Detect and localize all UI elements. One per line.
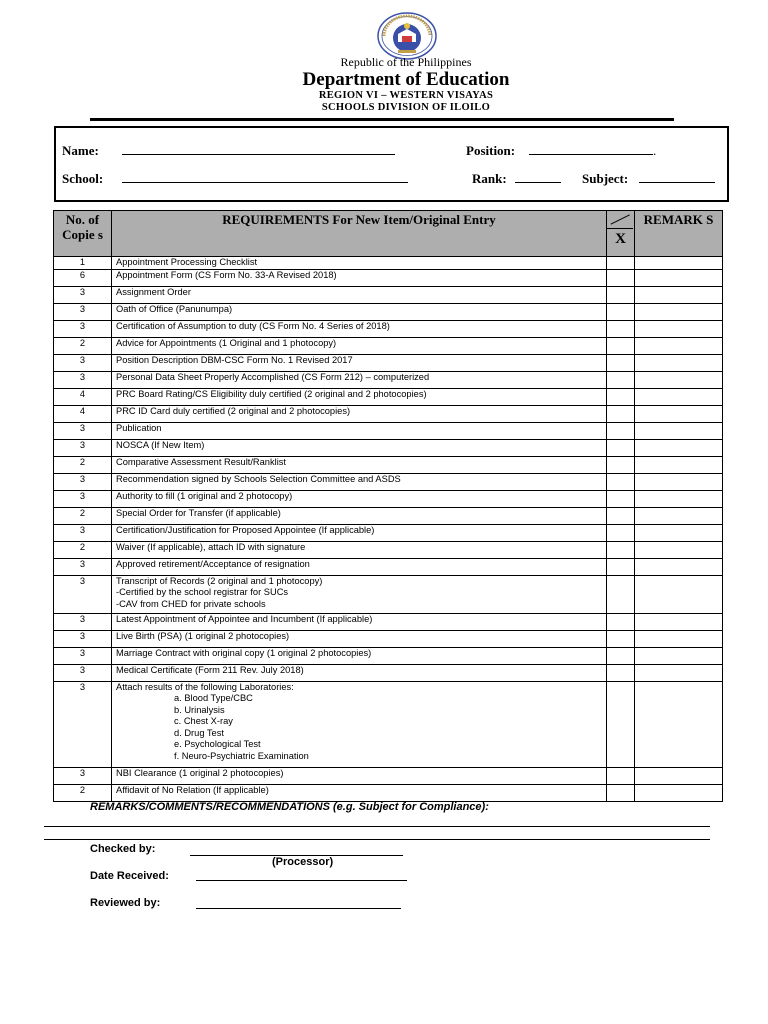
table-row	[54, 524, 723, 541]
laboratory-item: f. Neuro-Psychiatric Examination	[174, 750, 309, 761]
table-row	[54, 664, 723, 681]
requirement-text: Oath of Office (Panunumpa)	[116, 303, 233, 314]
laboratory-item: d. Drug Test	[174, 727, 224, 738]
remarks-cell[interactable]	[635, 490, 723, 507]
requirement-text: Waiver (If applicable), attach ID with signature	[116, 541, 306, 552]
requirement-cell	[112, 541, 607, 558]
remarks-cell[interactable]	[635, 524, 723, 541]
requirement-cell	[112, 664, 607, 681]
copies-cell: 3	[54, 558, 112, 575]
copies-cell: 3	[54, 303, 112, 320]
header-rule	[90, 118, 674, 121]
remarks-line-1[interactable]	[44, 826, 710, 827]
requirement-text: PRC Board Rating/CS Eligibility duly certified (2 original and 2 photocopies)	[116, 388, 427, 399]
requirement-cell	[112, 613, 607, 630]
remarks-cell[interactable]	[635, 269, 723, 286]
laboratory-item: b. Urinalysis	[174, 704, 225, 715]
laboratory-item: a. Blood Type/CBC	[174, 693, 253, 703]
division-line: SCHOOLS DIVISION OF ILOILO	[321, 102, 491, 113]
remarks-cell[interactable]	[635, 613, 723, 630]
remarks-cell[interactable]	[635, 473, 723, 490]
name-label: Name:	[62, 143, 99, 158]
requirement-cell	[112, 388, 607, 405]
copies-cell: 3	[54, 767, 112, 784]
check-cell[interactable]	[607, 354, 635, 371]
requirement-text: NBI Clearance (1 original 2 photocopies)	[116, 767, 284, 778]
remarks-cell[interactable]	[635, 681, 723, 767]
copies-cell: 6	[54, 269, 112, 286]
table-row	[54, 354, 723, 371]
diagonal-slash-icon	[607, 211, 633, 229]
requirement-cell	[112, 422, 607, 439]
check-cell[interactable]	[607, 303, 635, 320]
remarks-cell[interactable]	[635, 371, 723, 388]
copies-cell: 3	[54, 575, 112, 613]
requirement-text: Authority to fill (1 original and 2 photocopy)	[116, 490, 293, 501]
table-row	[54, 767, 723, 784]
check-cell[interactable]	[607, 456, 635, 473]
laboratory-item: e. Psychological Test	[174, 739, 261, 749]
table-row	[54, 371, 723, 388]
remarks-cell[interactable]	[635, 558, 723, 575]
requirement-text: Recommendation signed by Schools Selection Committee and ASDS	[116, 473, 401, 484]
requirement-text: -CAV from CHED for private schools	[116, 598, 266, 609]
date-received-label: Date Received:	[90, 870, 169, 882]
check-cell[interactable]	[607, 524, 635, 541]
requirement-cell	[112, 320, 607, 337]
copies-cell: 3	[54, 422, 112, 439]
copies-cell: 3	[54, 613, 112, 630]
table-row	[54, 422, 723, 439]
school-field[interactable]	[122, 182, 408, 183]
remarks-cell[interactable]	[635, 405, 723, 422]
region-line: REGION VI – WESTERN VISAYAS	[318, 90, 494, 101]
position-label: Position:	[466, 143, 516, 158]
header-check	[607, 211, 635, 257]
requirement-text: -Certified by the school registrar for SUCs	[116, 587, 289, 597]
header-requirements: REQUIREMENTS For New Item/Original Entry	[112, 211, 607, 257]
rank-field[interactable]	[515, 182, 561, 183]
republic-line: Republic of the Philippines	[340, 55, 472, 69]
requirement-text: Medical Certificate (Form 211 Rev. July 2018)	[116, 664, 304, 675]
copies-cell: 3	[54, 286, 112, 303]
requirement-cell	[112, 473, 607, 490]
copies-cell: 2	[54, 784, 112, 801]
remarks-label: REMARKS/COMMENTS/RECOMMENDATIONS (e.g. Subject for Compliance):	[90, 801, 489, 813]
requirement-cell	[112, 630, 607, 647]
requirement-text: Appointment Form (CS Form No. 33-A Revised 2018)	[116, 269, 337, 280]
check-cell[interactable]	[607, 371, 635, 388]
check-cell[interactable]	[607, 286, 635, 303]
subject-field[interactable]	[639, 182, 715, 183]
school-label: School:	[62, 171, 104, 186]
position-field[interactable]	[529, 154, 653, 155]
check-cell[interactable]	[607, 439, 635, 456]
requirement-cell	[112, 456, 607, 473]
copies-cell: 4	[54, 388, 112, 405]
check-cell[interactable]	[607, 337, 635, 354]
remarks-cell[interactable]	[635, 784, 723, 801]
check-cell[interactable]	[607, 647, 635, 664]
check-cell[interactable]	[607, 575, 635, 613]
remarks-cell[interactable]	[635, 541, 723, 558]
table-row	[54, 490, 723, 507]
requirement-text: Latest Appointment of Appointee and Incumbent (If applicable)	[116, 613, 373, 624]
requirement-text: Special Order for Transfer (if applicable)	[116, 507, 281, 518]
check-cell[interactable]	[607, 507, 635, 524]
remarks-cell[interactable]	[635, 630, 723, 647]
copies-cell: 2	[54, 507, 112, 524]
copies-cell: 4	[54, 405, 112, 422]
remarks-cell[interactable]	[635, 575, 723, 613]
copies-cell: 3	[54, 354, 112, 371]
remarks-cell[interactable]	[635, 320, 723, 337]
check-cell[interactable]	[607, 257, 635, 270]
checked-by-label: Checked by:	[90, 843, 156, 855]
table-row	[54, 630, 723, 647]
remarks-cell[interactable]	[635, 647, 723, 664]
check-cell[interactable]	[607, 558, 635, 575]
requirement-text: Affidavit of No Relation (If applicable)	[116, 784, 269, 795]
copies-cell: 3	[54, 681, 112, 767]
requirement-cell	[112, 269, 607, 286]
requirement-text: Position Description DBM-CSC Form No. 1 Revised 2017	[116, 354, 353, 365]
deped-seal-logo	[376, 12, 438, 60]
check-cell[interactable]	[607, 767, 635, 784]
requirement-cell	[112, 507, 607, 524]
subject-label: Subject:	[582, 171, 629, 186]
copies-cell: 1	[54, 257, 112, 270]
check-cell[interactable]	[607, 422, 635, 439]
table-row	[54, 681, 723, 767]
copies-cell: 3	[54, 439, 112, 456]
rank-label: Rank:	[472, 171, 507, 186]
table-row	[54, 473, 723, 490]
table-row	[54, 784, 723, 801]
table-row	[54, 613, 723, 630]
table-row	[54, 388, 723, 405]
requirement-text: Personal Data Sheet Properly Accomplished (CS Form 212) – computerized	[116, 371, 430, 382]
requirement-cell	[112, 558, 607, 575]
remarks-cell[interactable]	[635, 286, 723, 303]
table-row	[54, 507, 723, 524]
table-row	[54, 558, 723, 575]
remarks-cell[interactable]	[635, 388, 723, 405]
table-row	[54, 257, 723, 270]
requirement-text: Appointment Processing Checklist	[116, 257, 258, 267]
requirement-cell	[112, 784, 607, 801]
table-row	[54, 337, 723, 354]
requirement-cell	[112, 490, 607, 507]
laboratory-item: c. Chest X-ray	[174, 716, 233, 726]
requirement-text: Approved retirement/Acceptance of resignation	[116, 558, 310, 569]
check-cell[interactable]	[607, 269, 635, 286]
table-row	[54, 320, 723, 337]
requirement-cell	[112, 575, 607, 613]
remarks-cell[interactable]	[635, 767, 723, 784]
requirement-cell	[112, 767, 607, 784]
table-row	[54, 439, 723, 456]
processor-label: (Processor)	[272, 856, 334, 868]
requirement-text: Publication	[116, 422, 162, 433]
requirement-cell	[112, 354, 607, 371]
requirement-cell	[112, 405, 607, 422]
copies-cell: 3	[54, 320, 112, 337]
check-cell[interactable]	[607, 664, 635, 681]
reviewed-by-label: Reviewed by:	[90, 897, 161, 909]
copies-cell: 3	[54, 664, 112, 681]
remarks-cell[interactable]	[635, 337, 723, 354]
check-cell[interactable]	[607, 490, 635, 507]
remarks-cell[interactable]	[635, 507, 723, 524]
requirement-cell	[112, 286, 607, 303]
requirement-cell	[112, 257, 607, 270]
requirement-text: Assignment Order	[116, 286, 191, 297]
table-row	[54, 286, 723, 303]
remarks-cell[interactable]	[635, 439, 723, 456]
remarks-cell[interactable]	[635, 422, 723, 439]
check-cell[interactable]	[607, 473, 635, 490]
copies-cell: 3	[54, 524, 112, 541]
copies-cell: 3	[54, 647, 112, 664]
table-row	[54, 647, 723, 664]
requirement-cell	[112, 303, 607, 320]
requirement-cell	[112, 681, 607, 767]
check-cell[interactable]	[607, 613, 635, 630]
check-cell[interactable]	[607, 320, 635, 337]
check-cell[interactable]	[607, 388, 635, 405]
requirement-text: Advice for Appointments (1 Original and 1 photocopy)	[116, 337, 337, 348]
copies-cell: 2	[54, 541, 112, 558]
position-dot: .	[653, 143, 657, 158]
requirement-text: Marriage Contract with original copy (1 original 2 photocopies)	[116, 647, 372, 658]
header-copies: No. of Copie s	[54, 211, 112, 257]
requirement-cell	[112, 439, 607, 456]
table-row	[54, 303, 723, 320]
requirement-text: PRC ID Card duly certified (2 original and 2 photocopies)	[116, 405, 351, 416]
copies-cell: 3	[54, 473, 112, 490]
remarks-cell[interactable]	[635, 303, 723, 320]
copies-cell: 3	[54, 630, 112, 647]
header-remarks: REMARK S	[635, 211, 723, 257]
personal-info-box	[54, 126, 729, 202]
remarks-cell[interactable]	[635, 664, 723, 681]
requirement-text: NOSCA (If New Item)	[116, 439, 205, 450]
remarks-cell[interactable]	[635, 257, 723, 270]
requirement-cell	[112, 524, 607, 541]
requirements-table	[53, 210, 723, 802]
table-row	[54, 269, 723, 286]
remarks-cell[interactable]	[635, 354, 723, 371]
requirement-cell	[112, 337, 607, 354]
name-field[interactable]	[122, 154, 395, 155]
department-title: Department of Education	[302, 69, 510, 90]
copies-cell: 3	[54, 371, 112, 388]
check-cell[interactable]	[607, 630, 635, 647]
copies-cell: 2	[54, 337, 112, 354]
requirement-text: Certification/Justification for Proposed Appointee (If applicable)	[116, 524, 375, 535]
requirement-cell	[112, 647, 607, 664]
requirement-text: Comparative Assessment Result/Ranklist	[116, 456, 286, 467]
requirement-text: Live Birth (PSA) (1 original 2 photocopies)	[116, 630, 290, 641]
requirement-text: Certification of Assumption to duty (CS Form No. 4 Series of 2018)	[116, 320, 390, 331]
copies-cell: 3	[54, 490, 112, 507]
remarks-cell[interactable]	[635, 456, 723, 473]
check-cell[interactable]	[607, 541, 635, 558]
table-row	[54, 456, 723, 473]
table-row	[54, 575, 723, 613]
check-cell[interactable]	[607, 681, 635, 767]
requirement-cell	[112, 371, 607, 388]
check-cell[interactable]	[607, 405, 635, 422]
remarks-line-2[interactable]	[44, 839, 710, 840]
check-cell[interactable]	[607, 784, 635, 801]
table-row	[54, 541, 723, 558]
date-received-line[interactable]	[196, 880, 407, 881]
reviewed-by-line[interactable]	[196, 908, 401, 909]
copies-cell: 2	[54, 456, 112, 473]
requirement-text: Attach results of the following Laboratories:	[116, 681, 294, 692]
table-row	[54, 405, 723, 422]
requirement-text: Transcript of Records (2 original and 1 photocopy)	[116, 575, 323, 586]
check-mark-x: X	[615, 231, 626, 247]
